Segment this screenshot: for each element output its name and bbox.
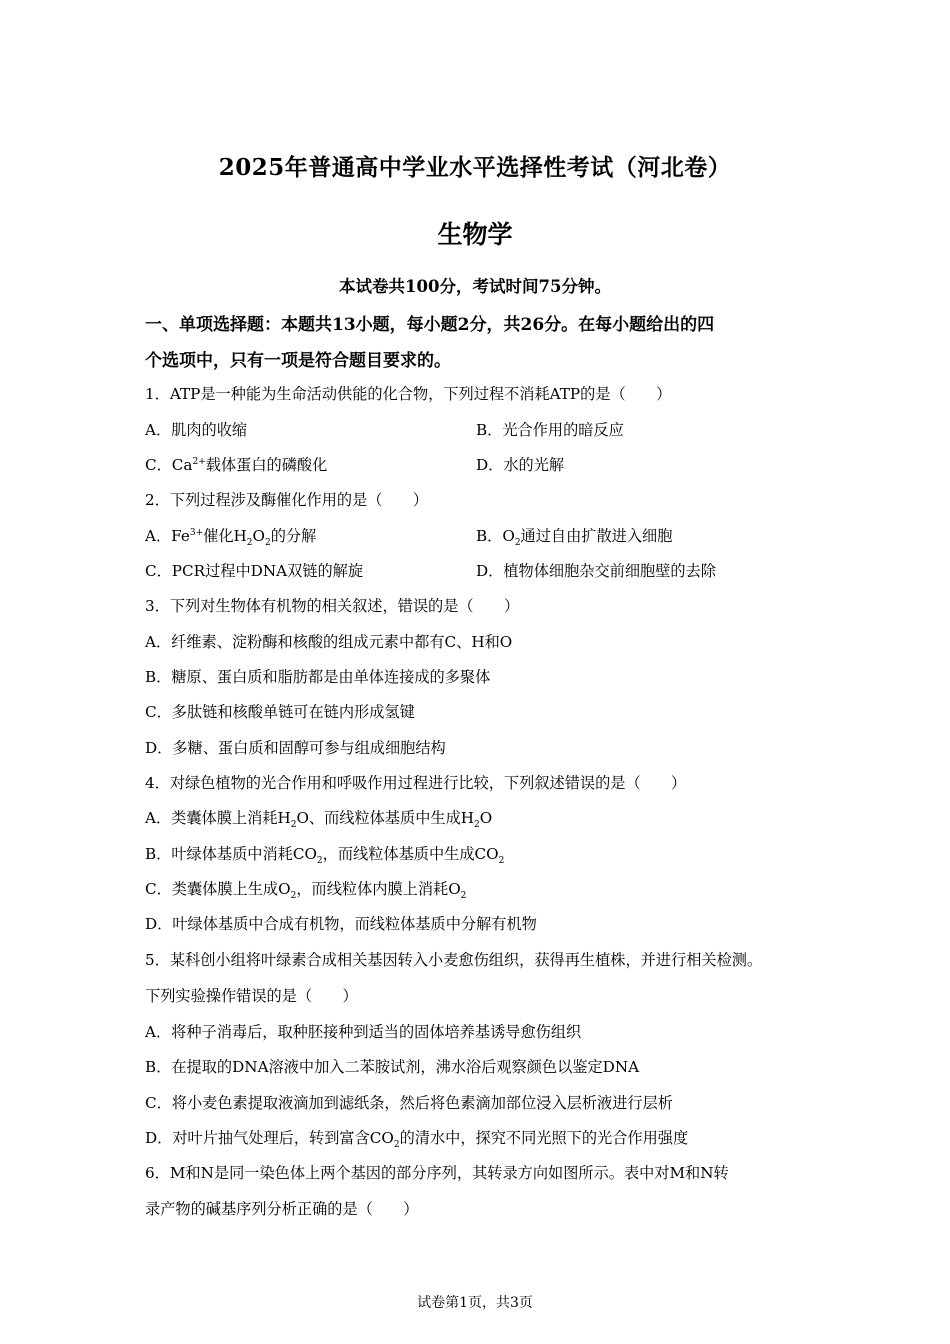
q4-option-d: D．叶绿体基质中合成有机物，而线粒体基质中分解有机物 bbox=[145, 915, 537, 933]
q6-stem-line-1: 6．M和N是同一染色体上两个基因的部分序列，其转录方向如图所示。表中对M和N转 bbox=[145, 1164, 729, 1182]
q3-option-d: D．多糖、蛋白质和固醇可参与组成细胞结构 bbox=[145, 739, 446, 757]
q3-option-c: C．多肽链和核酸单链可在链内形成氢键 bbox=[145, 703, 415, 721]
subject-heading: 生物学 bbox=[437, 220, 513, 249]
q1-option-c: C．$Ca^{2+}$载体蛋白的磷酸化 bbox=[145, 456, 328, 474]
q1-option-b: B．光合作用的暗反应 bbox=[476, 421, 624, 439]
q5-option-a: A．将种子消毒后，取种胚接种到适当的固体培养基诱导愈伤组织 bbox=[145, 1023, 582, 1041]
q6-stem-line-2: 录产物的碱基序列分析正确的是（ ） bbox=[145, 1200, 419, 1218]
q1-option-d: D．水的光解 bbox=[476, 456, 565, 474]
q5-stem-line-2: 下列实验操作错误的是（ ） bbox=[145, 987, 358, 1005]
page-footer: 试卷第1页，共3页 bbox=[417, 1295, 533, 1311]
q4-option-a: A．类囊体膜上消耗$H_2O$、而线粒体基质中生成$H_2O$ bbox=[145, 809, 493, 831]
q4-option-c: C．类囊体膜上生成$O_2$，而线粒体内膜上消耗$O_2$ bbox=[145, 880, 467, 902]
q5-option-c: C．将小麦色素提取液滴加到滤纸条，然后将色素滴加部位浸入层析液进行层析 bbox=[145, 1094, 673, 1112]
q5-option-d: D．对叶片抽气处理后，转到富含$CO_2$的清水中，探究不同光照下的光合作用强度 bbox=[145, 1129, 689, 1151]
q2-stem: 2．下列过程涉及酶催化作用的是（ ） bbox=[145, 491, 429, 509]
q4-option-b: B．叶绿体基质中消耗$CO_2$，而线粒体基质中生成$CO_2$ bbox=[145, 845, 505, 867]
section-heading-line-1: 一、单项选择题：本题共13小题，每小题2分，共26分。在每小题给出的四 bbox=[145, 315, 715, 335]
q1-option-a: A．肌肉的收缩 bbox=[145, 421, 248, 439]
exam-title: 2025年普通高中学业水平选择性考试（河北卷） bbox=[218, 154, 732, 181]
q5-stem-line-1: 5．某科创小组将叶绿素合成相关基因转入小麦愈伤组织，获得再生植株，并进行相关检测。 bbox=[145, 951, 763, 969]
q4-stem: 4．对绿色植物的光合作用和呼吸作用过程进行比较，下列叙述错误的是（ ） bbox=[145, 774, 687, 792]
q3-option-b: B．糖原、蛋白质和脂肪都是由单体连接成的多聚体 bbox=[145, 668, 491, 686]
q2-option-b: B．$O_2$通过自由扩散进入细胞 bbox=[476, 527, 673, 549]
q2-option-a: A．$Fe^{3+}$催化$H_2O_2$的分解 bbox=[145, 527, 317, 549]
exam-note: 本试卷共100分，考试时间75分钟。 bbox=[339, 277, 611, 296]
q3-option-a: A．纤维素、淀粉酶和核酸的组成元素中都有C、H和O bbox=[145, 633, 513, 651]
section-heading-line-2: 个选项中，只有一项是符合题目要求的。 bbox=[145, 351, 451, 371]
q2-option-c: C．PCR过程中DNA双链的解旋 bbox=[145, 562, 364, 580]
q2-option-d: D．植物体细胞杂交前细胞壁的去除 bbox=[476, 562, 716, 580]
q1-stem: 1．ATP是一种能为生命活动供能的化合物，下列过程不消耗ATP的是（ ） bbox=[145, 385, 672, 403]
q5-option-b: B．在提取的DNA溶液中加入二苯胺试剂，沸水浴后观察颜色以鉴定DNA bbox=[145, 1058, 640, 1076]
q3-stem: 3．下列对生物体有机物的相关叙述，错误的是（ ） bbox=[145, 597, 520, 615]
